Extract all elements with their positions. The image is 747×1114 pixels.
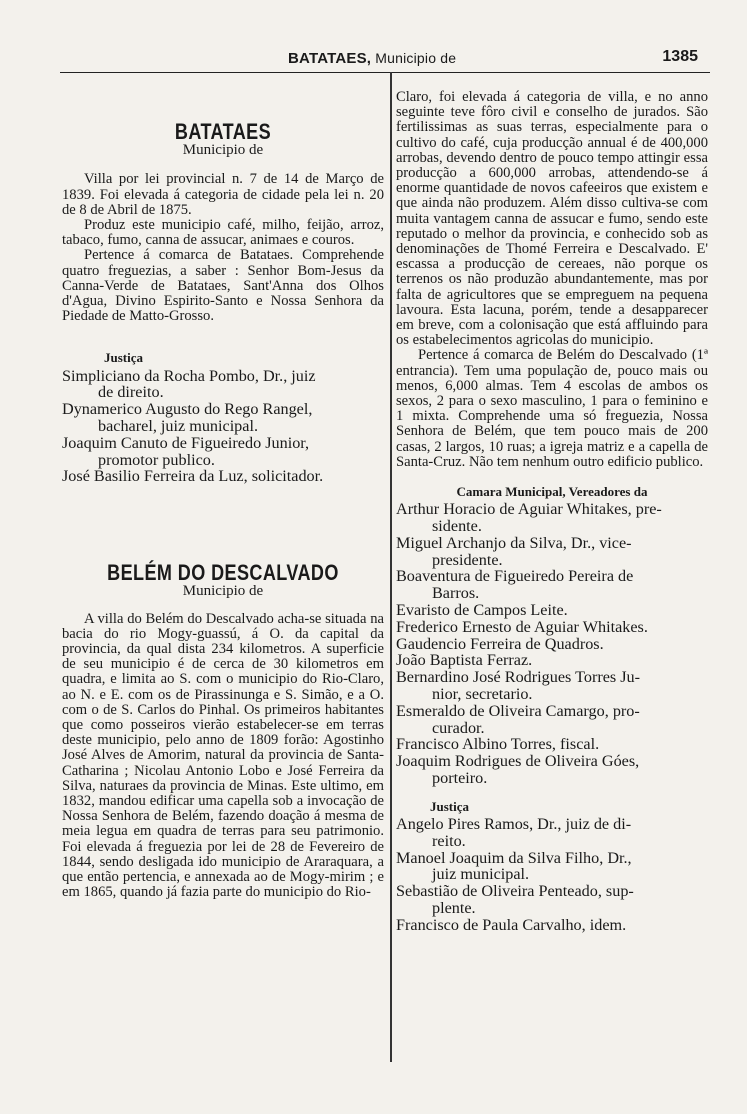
justica-entry [396, 917, 708, 934]
column-divider [390, 72, 392, 1062]
camara-entry [396, 753, 708, 787]
camara-entry [396, 535, 708, 569]
entry-line: Sebastião de Oliveira Penteado, sup- [396, 882, 634, 901]
entry-line: Arthur Horacio de Aguiar Whitakes, pre- [396, 500, 662, 519]
page-number: 1385 [662, 48, 698, 65]
entry-line: Francisco Albino Torres, fiscal. [396, 735, 600, 754]
right-column [396, 90, 708, 934]
header-title-bold: BATATAES, [288, 50, 372, 67]
justica-entry [62, 368, 384, 402]
camara-heading: Camara Municipal, Vereadores da [456, 484, 648, 500]
justica-entry [62, 401, 384, 435]
entry-line-cont: reito. [432, 831, 466, 850]
entry-line: Bernardino José Rodrigues Torres Ju- [396, 668, 641, 687]
entry-line: Angelo Pires Ramos, Dr., juiz de di- [396, 815, 632, 834]
batataes-paragraph: Villa por lei provincial n. 7 de 14 de Março de 1839. Foi elevada á categoria de cidade pela lei n. 20 de 8 de Abril de 1875. [62, 171, 384, 218]
header-title-rest: Municipio de [371, 50, 457, 66]
entry-line: João Baptista Ferraz. [396, 651, 533, 670]
entry-line-cont: promotor publico. [98, 450, 215, 469]
entry-line-cont: presidente. [432, 550, 503, 569]
section-title-belem: BELÉM DO DESCALVADO [107, 560, 339, 586]
entry-line: Francisco de Paula Carvalho, idem. [396, 915, 627, 934]
batataes-paragraph: Pertence á comarca de Batataes. Comprehende quatro freguezias, a saber : Senhor Bom-Jesus da Canna-Verde de Batataes, Sant'Anna dos Olhos d'Agua, Divino Espirito-Santo e Nossa Senhora da Piedade de Matto-Grosso. [62, 247, 384, 325]
belem-paragraph: A villa do Belém do Descalvado acha-se situada na bacia do rio Mogy-guassú, á O. da capital da provincia, da qual dista 234 kilometros. A superficie de seu municipio é de cerca de 30 kilometros em quadra, e limita ao S. com o municipio do Rio-Claro, ao N. e E. com os de Pirassinunga e S. Simão, e a O. com o de S. Carlos do Pinhal. Os primeiros habitantes que como posseiros vierão estabelecer-se em terras deste municipio, pelo anno de 1809 forão: Agostinho José Alves de Amorim, natural da provincia de Santa-Catharina ; Nicolau Antonio Lobo e José Ferreira da Silva, naturaes da provincia de Minas. Este ultimo, em 1832, mandou edificar uma capella sob a invocação de Nossa Senhora de Belém, fazendo doação á mesma de meia legua em quadra de terras para seu patrimonio. Foi elevada á freguezia por lei de 28 de Fevereiro de 1844, sendo desligada ido municipio de Araraquara, a que então pertencia, e annexada ao de Mogy-mirim ; e em 1865, quando já fazia parte do municipio do Rio- [62, 610, 384, 901]
justica-entry [396, 850, 708, 884]
camara-entry [396, 736, 708, 753]
left-column [62, 78, 384, 900]
entry-line: Evaristo de Campos Leite. [396, 601, 568, 620]
justica-entry [396, 816, 708, 850]
entry-line-cont: juiz municipal. [432, 865, 530, 884]
camara-entry [396, 669, 708, 703]
belem-continuation: Claro, foi elevada á categoria de villa, e no anno seguinte teve fôro civil e conselho de jurados. São fertilissimas as suas terras, especialmente para o cultivo do café, cuja producção annual é de 400,000 arrobas, devendo dentro de pouco tempo attingir essa producção a 600,000 arrobas, attendendo-se á enorme quantidade de novos cafeeiros que existem e que ainda não produzem. Além disso cultiva-se com muita vantagem canna de assucar e fumo, sendo este reputado o melhor da provincia, e conhecido sob as denominações de Thomé Ferreira e Descalvado. E' escassa a producção de cereaes, não porque os terrenos os não produzão abundantemente, mas por falta de agricultores que se empreguem na pequena lavoura. Esta lacuna, porém, tende a desapparecer em breve, com a colonisação que está affluindo para os estabelecimentos agricolas do municipio. [396, 89, 708, 349]
camara-entry [396, 652, 708, 669]
entry-line: José Basilio Ferreira da Luz, solicitador. [62, 467, 324, 486]
entry-line-cont: sidente. [432, 517, 482, 536]
entry-line-cont: Barros. [432, 584, 480, 603]
entry-line: Joaquim Rodrigues de Oliveira Góes, [396, 752, 640, 771]
entry-line-cont: porteiro. [432, 769, 488, 788]
entry-line: Frederico Ernesto de Aguiar Whitakes. [396, 617, 648, 636]
entry-line: Joaquim Canuto de Figueiredo Junior, [62, 433, 310, 452]
belem-paragraph-2: Pertence á comarca de Belém do Descalvado (1ª entrancia). Tem uma população de, pouco mais ou menos, 6,000 almas. Tem 4 escolas de ambos os sexos, 2 para o sexo masculino, 1 para o feminino e 1 mixta. Comprehende uma só freguezia, Nossa Senhora de Belém, que tem pouco mais de 200 casas, 2 largos, 10 ruas; a igreja matriz e a capella de Santa-Cruz. Não tem nenhum outro edificio publico. [396, 347, 708, 470]
camara-entry [396, 501, 708, 535]
camara-entry [396, 636, 708, 653]
entry-line: Miguel Archanjo da Silva, Dr., vice- [396, 533, 632, 552]
entry-line: Dynamerico Augusto do Rego Rangel, [62, 400, 313, 419]
entry-line: Esmeraldo de Oliveira Camargo, pro- [396, 701, 640, 720]
section-title-batataes: BATATAES [174, 119, 272, 144]
entry-line: Gaudencio Ferreira de Quadros. [396, 634, 604, 653]
camara-entry [396, 602, 708, 619]
section-subtitle-batataes: Municipio de [182, 142, 264, 159]
justica-entry [62, 468, 384, 485]
entry-line-cont: nior, secretario. [432, 685, 533, 704]
entry-line: Boaventura de Figueiredo Pereira de [396, 567, 634, 586]
camara-entry [396, 703, 708, 737]
justica-heading-belem: Justiça [430, 798, 469, 814]
entry-line: Simpliciano da Rocha Pombo, Dr., juiz [62, 366, 316, 385]
section-subtitle-belem: Municipio de [182, 583, 264, 600]
justica-entry [62, 435, 384, 469]
entry-line-cont: plente. [432, 899, 476, 918]
batataes-paragraph: Produz este municipio café, milho, feijão, arroz, tabaco, fumo, canna de assucar, animaes e couros. [62, 217, 384, 249]
entry-line: Manoel Joaquim da Silva Filho, Dr., [396, 848, 632, 867]
camara-entry [396, 619, 708, 636]
running-header [60, 46, 710, 73]
entry-line-cont: curador. [432, 718, 485, 737]
camara-entry [396, 568, 708, 602]
header-title [288, 50, 456, 67]
entry-line-cont: bacharel, juiz municipal. [98, 417, 259, 436]
justica-entry [396, 883, 708, 917]
justica-heading-batataes: Justiça [104, 350, 143, 366]
entry-line-cont: de direito. [98, 383, 164, 402]
